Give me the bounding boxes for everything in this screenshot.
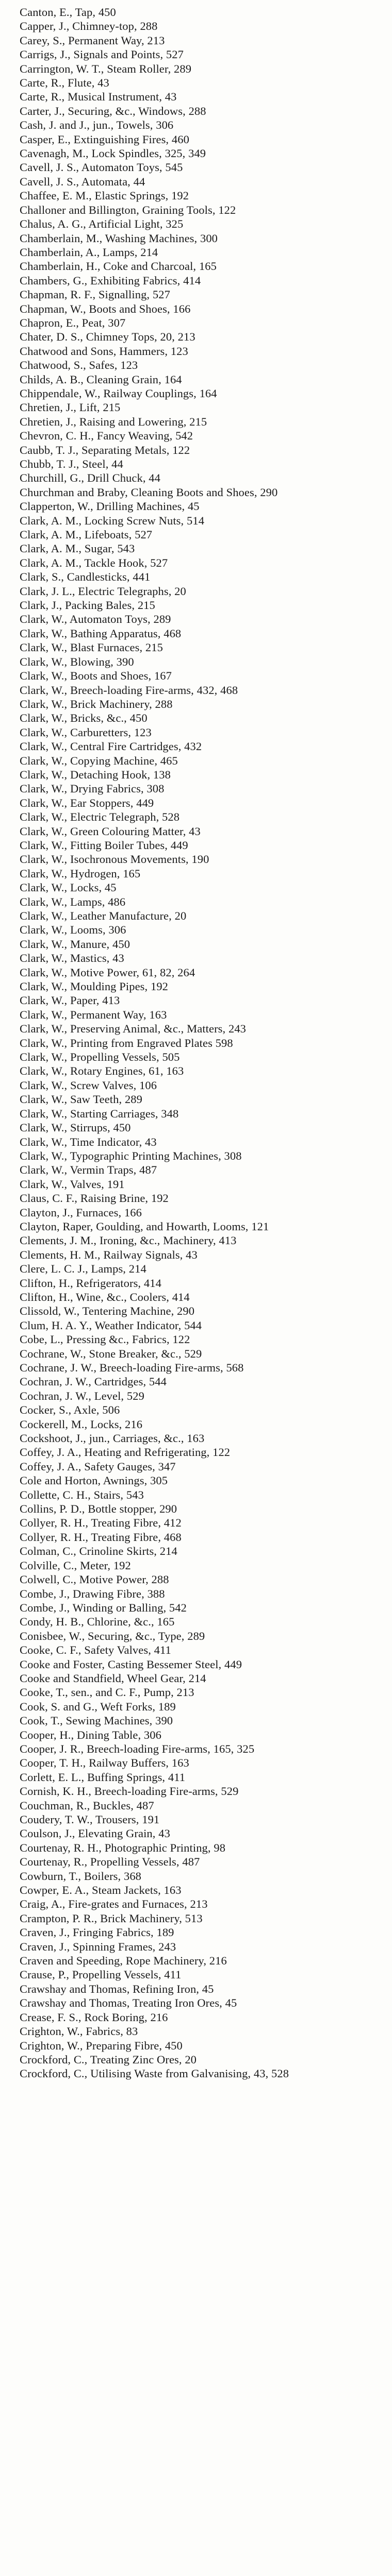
index-entry: Challoner and Billington, Graining Tools, 122 [20, 203, 236, 216]
index-entry: Chamberlain, H., Coke and Charcoal, 165 [20, 260, 217, 273]
index-entry: Crampton, P. R., Brick Machinery, 513 [20, 1911, 203, 1925]
index-entry: Collyer, R. H., Treating Fibre, 468 [20, 1530, 182, 1544]
index-entry: Coffey, J. A., Safety Gauges, 347 [20, 1460, 176, 1473]
index-entry: Conisbee, W., Securing, &c., Type, 289 [20, 1629, 205, 1642]
index-entry: Combe, J., Winding or Balling, 542 [20, 1601, 187, 1614]
index-entry: Cash, J. and J., jun., Towels, 306 [20, 118, 174, 132]
index-entry: Clum, H. A. Y., Weather Indicator, 544 [20, 1318, 202, 1332]
index-entry: Crease, F. S., Rock Boring, 216 [20, 2010, 168, 2024]
index-entry: Clark, W., Bricks, &c., 450 [20, 711, 148, 725]
index-entry: Crockford, C., Utilising Waste from Galvanising, 43, 528 [20, 2067, 289, 2080]
index-entry: Casper, E., Extinguishing Fires, 460 [20, 132, 189, 146]
index-entry: Clark, W., Manure, 450 [20, 937, 130, 951]
index-entry: Clark, W., Isochronous Movements, 190 [20, 853, 209, 866]
index-entry: Clark, W., Screw Valves, 106 [20, 1078, 157, 1092]
index-entry: Collyer, R. H., Treating Fibre, 412 [20, 1516, 182, 1530]
index-entry: Clark, W., Breech-loading Fire-arms, 432, 468 [20, 683, 238, 697]
index-entry: Cooke and Foster, Casting Bessemer Steel, 449 [20, 1657, 242, 1671]
index-entry: Clark, W., Central Fire Cartridges, 432 [20, 740, 202, 753]
index-entry: Cooke and Standfield, Wheel Gear, 214 [20, 1671, 206, 1685]
index-entry: Cavell, J. S., Automaton Toys, 545 [20, 161, 183, 174]
index-entry: Chevron, C. H., Fancy Weaving, 542 [20, 429, 193, 443]
index-entry: Coffey, J. A., Heating and Refrigerating, 122 [20, 1446, 231, 1459]
index-entry: Clark, W., Ear Stoppers, 449 [20, 796, 154, 809]
index-entry: Craig, A., Fire-grates and Furnaces, 213 [20, 1897, 208, 1911]
index-entry: Cowburn, T., Boilers, 368 [20, 1869, 142, 1883]
index-entry: Clark, W., Motive Power, 61, 82, 264 [20, 965, 195, 979]
index-entry: Crawshay and Thomas, Treating Iron Ores, 45 [20, 1996, 237, 2010]
index-entry: Chubb, T. J., Steel, 44 [20, 457, 123, 470]
index-entry: Clark, W., Permanent Way, 163 [20, 1008, 167, 1021]
index-entry: Coulson, J., Elevating Grain, 43 [20, 1827, 170, 1840]
index-entry: Cavell, J. S., Automata, 44 [20, 175, 145, 188]
index-entry: Clements, H. M., Railway Signals, 43 [20, 1248, 198, 1261]
index-entry: Churchman and Braby, Cleaning Boots and Shoes, 290 [20, 485, 278, 499]
index-entry: Clark, W., Leather Manufacture, 20 [20, 909, 187, 922]
index-entry: Clark, W., Blast Furnaces, 215 [20, 641, 163, 654]
index-entry: Clark, W., Valves, 191 [20, 1177, 125, 1191]
index-entry: Clark, W., Propelling Vessels, 505 [20, 1050, 180, 1064]
index-entry: Clark, W., Bathing Apparatus, 468 [20, 626, 182, 640]
index-entry: Chatwood, S., Safes, 123 [20, 359, 138, 372]
index-entry: Cavenagh, M., Lock Spindles, 325, 349 [20, 147, 206, 160]
index-entry: Clark, W., Stirrups, 450 [20, 1121, 131, 1134]
index-entry: Chalus, A. G., Artificial Light, 325 [20, 217, 184, 231]
index-entry: Combe, J., Drawing Fibre, 388 [20, 1587, 165, 1600]
index-entry: Cooke, T., sen., and C. F., Pump, 213 [20, 1686, 194, 1699]
index-entry: Clark, W., Starting Carriages, 348 [20, 1107, 179, 1120]
index-entry: Canton, E., Tap, 450 [20, 6, 116, 19]
index-entry: Cochrane, W., Stone Breaker, &c., 529 [20, 1347, 202, 1360]
index-entry: Chapman, W., Boots and Shoes, 166 [20, 302, 191, 315]
index-entry: Clark, A. M., Locking Screw Nuts, 514 [20, 514, 205, 527]
index-entry: Couchman, R., Buckles, 487 [20, 1799, 154, 1812]
index-entry: Courtenay, R. H., Photographic Printing, 98 [20, 1841, 226, 1854]
index-entry: Clements, J. M., Ironing, &c., Machinery, 413 [20, 1234, 237, 1247]
index-entry: Cooper, T. H., Railway Buffers, 163 [20, 1756, 189, 1770]
index-entry: Clark, W., Vermin Traps, 487 [20, 1163, 157, 1177]
index-entry: Carte, R., Musical Instrument, 43 [20, 90, 177, 104]
index-entry: Chambers, G., Exhibiting Fabrics, 414 [20, 274, 201, 287]
index-entry: Clark, W., Typographic Printing Machines, 308 [20, 1149, 242, 1162]
index-entry: Caubb, T. J., Separating Metals, 122 [20, 443, 190, 456]
index-entry: Clark, W., Carburetters, 123 [20, 725, 152, 739]
index-entry: Clark, W., Locks, 45 [20, 881, 117, 894]
index-entry: Corlett, E. L., Buffing Springs, 411 [20, 1770, 186, 1784]
index-entry: Cornish, K. H., Breech-loading Fire-arms, 529 [20, 1785, 239, 1798]
index-entry: Clark, A. M., Sugar, 543 [20, 542, 135, 555]
index-entry: Chapman, R. F., Signalling, 527 [20, 288, 170, 301]
index-entry: Carey, S., Permanent Way, 213 [20, 33, 165, 47]
index-entry: Chippendale, W., Railway Couplings, 164 [20, 386, 217, 400]
index-entry: Carrington, W. T., Steam Roller, 289 [20, 62, 192, 75]
index-entry: Colwell, C., Motive Power, 288 [20, 1573, 169, 1586]
index-entry: Collette, C. H., Stairs, 543 [20, 1488, 144, 1501]
index-entry: Clark, J. L., Electric Telegraphs, 20 [20, 584, 186, 598]
index-entry: Craven and Speeding, Rope Machinery, 216 [20, 1954, 227, 1968]
index-entry: Clapperton, W., Drilling Machines, 45 [20, 500, 200, 513]
index-entry: Crighton, W., Preparing Fibre, 450 [20, 2039, 183, 2052]
index-entry: Clark, W., Electric Telegraph, 528 [20, 810, 180, 824]
index-entry: Condy, H. B., Chlorine, &c., 165 [20, 1615, 175, 1629]
index-entry: Chamberlain, M., Washing Machines, 300 [20, 231, 218, 245]
index-entry: Clere, L. C. J., Lamps, 214 [20, 1262, 146, 1276]
index-entry: Chaffee, E. M., Elastic Springs, 192 [20, 189, 189, 202]
index-entry: Crighton, W., Fabrics, 83 [20, 2025, 138, 2038]
index-entry: Cooper, J. R., Breech-loading Fire-arms, 165, 325 [20, 1742, 255, 1755]
index-entry: Carte, R., Flute, 43 [20, 76, 109, 90]
index-entry: Carter, J., Securing, &c., Windows, 288 [20, 104, 206, 117]
index-entry: Chamberlain, A., Lamps, 214 [20, 245, 158, 259]
index-entry: Clark, W., Hydrogen, 165 [20, 867, 141, 880]
index-entry: Clark, W., Green Colouring Matter, 43 [20, 824, 201, 838]
index-entry: Clissold, W., Tentering Machine, 290 [20, 1304, 195, 1318]
index-entry: Clark, W., Blowing, 390 [20, 655, 134, 668]
index-entry: Clark, W., Paper, 413 [20, 994, 120, 1007]
index-entry: Collins, P. D., Bottle stopper, 290 [20, 1502, 177, 1516]
index-entry: Clark, W., Drying Fabrics, 308 [20, 782, 165, 795]
index-entry: Capper, J., Chimney-top, 288 [20, 20, 158, 33]
index-entry: Clark, A. M., Lifeboats, 527 [20, 528, 153, 541]
index-entry: Clark, A. M., Tackle Hook, 527 [20, 556, 168, 569]
index-entry: Chater, D. S., Chimney Tops, 20, 213 [20, 330, 195, 344]
index-entry: Cooke, C. F., Safety Valves, 411 [20, 1643, 171, 1657]
index-entry: Colville, C., Meter, 192 [20, 1558, 131, 1572]
index-entry: Clark, S., Candlesticks, 441 [20, 570, 151, 584]
index-entry: Craven, J., Fringing Fabrics, 189 [20, 1926, 174, 1939]
index-entry: Clifton, H., Wine, &c., Coolers, 414 [20, 1290, 190, 1303]
index-entry: Clark, J., Packing Bales, 215 [20, 599, 155, 612]
index-entry: Clark, W., Rotary Engines, 61, 163 [20, 1064, 184, 1078]
index-entry: Cole and Horton, Awnings, 305 [20, 1474, 168, 1487]
index-entry: Chretien, J., Lift, 215 [20, 401, 121, 414]
index-entry: Cowper, E. A., Steam Jackets, 163 [20, 1884, 182, 1897]
index-entry: Cockshoot, J., jun., Carriages, &c., 163 [20, 1432, 205, 1445]
index-entry: Cochran, J. W., Cartridges, 544 [20, 1375, 167, 1388]
index-entry: Churchill, G., Drill Chuck, 44 [20, 471, 160, 485]
index-entry: Childs, A. B., Cleaning Grain, 164 [20, 372, 182, 386]
index-entry: Clark, W., Saw Teeth, 289 [20, 1093, 142, 1106]
index-entry: Chretien, J., Raising and Lowering, 215 [20, 415, 207, 428]
index-entry: Clark, W., Copying Machine, 465 [20, 754, 178, 767]
index-entry: Cook, S. and G., Weft Forks, 189 [20, 1700, 176, 1713]
index-entry: Clark, W., Boots and Shoes, 167 [20, 669, 172, 683]
index-entry: Cockerell, M., Locks, 216 [20, 1417, 143, 1431]
index-entry: Courtenay, R., Propelling Vessels, 487 [20, 1855, 200, 1869]
index-entry: Clark, W., Looms, 306 [20, 923, 126, 937]
index-entry: Clayton, Raper, Goulding, and Howarth, Looms, 121 [20, 1219, 269, 1233]
index-entry: Clifton, H., Refrigerators, 414 [20, 1276, 161, 1290]
index-entry: Cochran, J. W., Level, 529 [20, 1389, 144, 1402]
index-entry: Craven, J., Spinning Frames, 243 [20, 1940, 176, 1953]
index-entry: Coudery, T. W., Trousers, 191 [20, 1813, 160, 1826]
index-entry: Clark, W., Fitting Boiler Tubes, 449 [20, 838, 188, 852]
index-entry: Crawshay and Thomas, Refining Iron, 45 [20, 1982, 214, 1995]
index-entry: Cook, T., Sewing Machines, 390 [20, 1714, 173, 1727]
index-entry: Colman, C., Crinoline Skirts, 214 [20, 1545, 177, 1558]
index-entry: Clark, W., Lamps, 486 [20, 895, 126, 908]
index-entry: Crause, P., Propelling Vessels, 411 [20, 1968, 182, 1981]
index-entry-list [20, 5, 381, 2081]
index-entry: Chatwood and Sons, Hammers, 123 [20, 344, 188, 358]
index-entry: Clark, W., Automaton Toys, 289 [20, 613, 171, 626]
index-entry: Cocker, S., Axle, 506 [20, 1403, 120, 1417]
index-entry: Clark, W., Detaching Hook, 138 [20, 768, 171, 781]
index-entry: Chapron, E., Peat, 307 [20, 316, 126, 329]
index-entry: Clark, W., Preserving Animal, &c., Matters, 243 [20, 1022, 247, 1036]
index-entry: Clark, W., Printing from Engraved Plates 598 [20, 1036, 233, 1049]
index-entry: Clark, W., Mastics, 43 [20, 952, 124, 965]
index-entry: Clark, W., Brick Machinery, 288 [20, 697, 173, 710]
index-entry: Clark, W., Moulding Pipes, 192 [20, 980, 169, 993]
index-entry: Crockford, C., Treating Zinc Ores, 20 [20, 2053, 197, 2066]
index-entry: Clayton, J., Furnaces, 166 [20, 1206, 142, 1219]
index-entry: Cooper, H., Dining Table, 306 [20, 1728, 161, 1741]
index-entry: Cochrane, J. W., Breech-loading Fire-arms, 568 [20, 1361, 244, 1374]
index-entry: Claus, C. F., Raising Brine, 192 [20, 1192, 169, 1205]
index-entry: Carrigs, J., Signals and Points, 527 [20, 48, 184, 61]
index-entry: Cobe, L., Pressing &c., Fabrics, 122 [20, 1333, 190, 1346]
index-entry: Clark, W., Time Indicator, 43 [20, 1135, 157, 1148]
